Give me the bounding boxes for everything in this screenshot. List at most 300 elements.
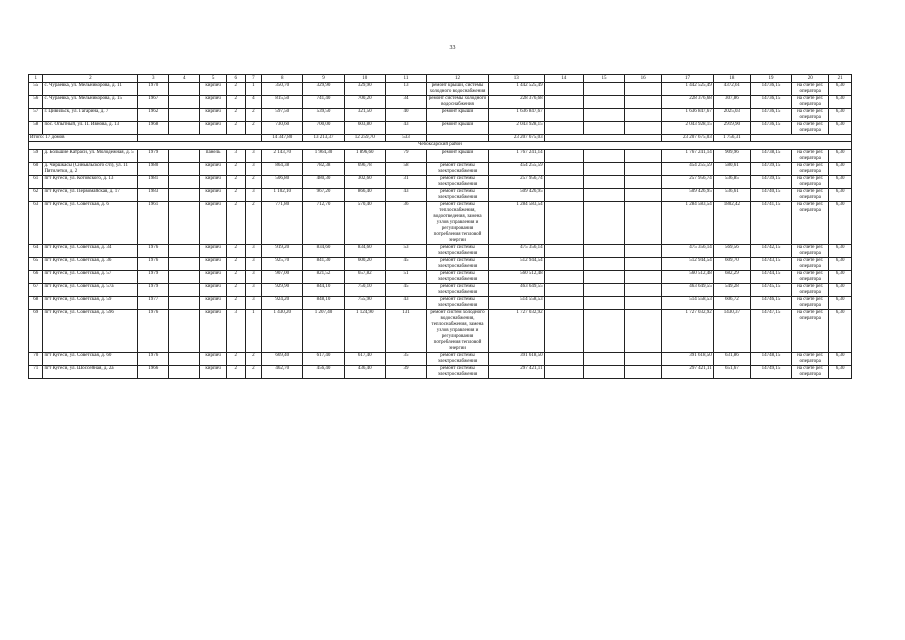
empty-cell [544, 150, 583, 163]
empty-cell [169, 297, 200, 310]
limit-cost-cell: 14736,15 [750, 83, 791, 96]
column-number-row [29, 75, 852, 83]
fund-cost-cell: 1 727 032,92 [662, 310, 714, 353]
empty-cell [583, 122, 624, 135]
residents-cell: 36 [385, 202, 426, 245]
entrances-cell: 2 [245, 366, 262, 379]
row-number-cell: 59 [29, 150, 43, 163]
work-type-cell: ремонт крыши [427, 109, 489, 122]
empty-cell [169, 353, 200, 366]
rate-cell: 6,30 [829, 163, 852, 176]
column-number-cell: 1 [29, 75, 43, 83]
row-number-cell: 55 [29, 83, 43, 96]
area-cell: 480,30 [303, 176, 344, 189]
unit-cost-cell: 580,61 [713, 163, 750, 176]
fund-method-cell: на счете рег. оператора [792, 310, 829, 353]
residents-cell: 43 [385, 297, 426, 310]
address-cell: пгт Кугеси, ул. Первомайская, д. 17 [43, 189, 138, 202]
rate-cell: 6,30 [829, 189, 852, 202]
area-cell: 617,40 [303, 353, 344, 366]
total-cost-cell: 23 207 675,03 [488, 135, 544, 142]
total-cost-cell: 463 649,55 [488, 284, 544, 297]
empty-cell [169, 310, 200, 353]
empty-cell [544, 202, 583, 245]
unit-cost-cell: 606,72 [713, 297, 750, 310]
year-cell: 1976 [138, 258, 169, 271]
area-cell: 539,50 [303, 109, 344, 122]
area-cell: 1 964,30 [303, 150, 344, 163]
empty-cell [583, 202, 624, 245]
table-row [29, 284, 852, 297]
empty-cell [583, 96, 624, 109]
empty-cell [169, 83, 200, 96]
residents-cell: 79 [385, 150, 426, 163]
floors-cell: 2 [227, 271, 246, 284]
address-cell: пос. Опытный, ул. П. Ивнова, д. 13 [43, 122, 138, 135]
living-area-cell: 1 124,90 [344, 310, 385, 353]
empty-cell [583, 189, 624, 202]
empty-cell [583, 366, 624, 379]
table-row [29, 271, 852, 284]
total-area-cell: 597,50 [262, 109, 303, 122]
table-row [29, 297, 852, 310]
fund-method-cell: на счете рег. оператора [792, 150, 829, 163]
entrances-cell: 3 [245, 297, 262, 310]
fund-method-cell: на счете рег. оператора [792, 122, 829, 135]
area-cell: 841,30 [303, 258, 344, 271]
fund-method-cell: на счете рег. оператора [792, 271, 829, 284]
fund-cost-cell: 257 956,74 [662, 176, 714, 189]
row-number-cell: 65 [29, 258, 43, 271]
table-body [29, 75, 852, 379]
empty-cell [583, 310, 624, 353]
address-cell: пгт Кугеси, ул. Советская, д. 57а [43, 284, 138, 297]
floors-cell: 2 [227, 83, 246, 96]
rate-cell: 6,30 [829, 202, 852, 245]
empty-cell [138, 135, 262, 142]
wall-material-cell: кирпич [200, 176, 227, 189]
empty-cell [625, 245, 662, 258]
fund-method-cell: на счете рег. оператора [792, 202, 829, 245]
empty-cell [625, 297, 662, 310]
fund-cost-cell: 23 207 675,03 [662, 135, 714, 142]
column-number-cell: 16 [625, 75, 662, 83]
column-number-cell: 3 [138, 75, 169, 83]
empty-cell [544, 366, 583, 379]
column-number-cell: 5 [200, 75, 227, 83]
empty-cell [544, 122, 583, 135]
total-area-cell: 350,70 [262, 83, 303, 96]
fund-cost-cell: 1 767 241,14 [662, 150, 714, 163]
wall-material-cell: кирпич [200, 189, 227, 202]
column-number-cell: 6 [227, 75, 246, 83]
fund-method-cell: на счете рег. оператора [792, 297, 829, 310]
unit-cost-cell: 307,86 [713, 96, 750, 109]
row-number-cell: 57 [29, 109, 43, 122]
fund-cost-cell: 509 426,95 [662, 189, 714, 202]
work-type-cell: ремонт системы электроснабжения [427, 366, 489, 379]
residents-cell: 131 [385, 310, 426, 353]
fund-method-cell: на счете рег. оператора [792, 284, 829, 297]
year-cell: 1976 [138, 310, 169, 353]
floors-cell: 2 [227, 122, 246, 135]
row-number-cell: 69 [29, 310, 43, 353]
empty-cell [583, 83, 624, 96]
floors-cell: 2 [227, 366, 246, 379]
total-cost-cell: 257 956,74 [488, 176, 544, 189]
limit-cost-cell: 14743,15 [750, 258, 791, 271]
fund-method-cell: на счете рег. оператора [792, 83, 829, 96]
table-row [29, 258, 852, 271]
empty-cell [625, 83, 662, 96]
entrances-cell: 3 [245, 284, 262, 297]
district-heading-row [29, 142, 852, 150]
floors-cell: 2 [227, 258, 246, 271]
district-title: Чебоксарский район [29, 142, 852, 150]
address-cell: д. Чиршкасы (Синьяльского с/п), ул. 11 Пятилетки, д. 2 [43, 163, 138, 176]
address-cell: с. Чураевка, ул. Мельникорова, д. 15 [43, 96, 138, 109]
entrances-cell: 3 [245, 150, 262, 163]
column-number-cell: 21 [829, 75, 852, 83]
limit-cost-cell: 14746,15 [750, 297, 791, 310]
entrances-cell: 3 [245, 271, 262, 284]
area-cell: 967,20 [303, 189, 344, 202]
empty-cell [583, 271, 624, 284]
column-number-cell: 8 [262, 75, 303, 83]
living-area-cell: 834,60 [344, 245, 385, 258]
residents-cell: 43 [385, 122, 426, 135]
empty-cell [544, 96, 583, 109]
entrances-cell: 2 [245, 202, 262, 245]
year-cell: 1980 [138, 163, 169, 176]
total-area-cell: 919,20 [262, 245, 303, 258]
work-type-cell: ремонт системы электроснабжения [427, 353, 489, 366]
unit-cost-cell: 609,70 [713, 258, 750, 271]
empty-cell [625, 310, 662, 353]
empty-cell [427, 135, 489, 142]
empty-cell [625, 122, 662, 135]
unit-cost-cell: 536,85 [713, 176, 750, 189]
rate-cell: 6,30 [829, 310, 852, 353]
table-row [29, 109, 852, 122]
fund-method-cell: на счете рег. оператора [792, 163, 829, 176]
fund-method-cell: на счете рег. оператора [792, 189, 829, 202]
total-label-cell: Итого: 17 домов [29, 135, 138, 142]
work-type-cell: ремонт системы теплоснабжения, водоотведения, замена узлов управления и регулирования потребления тепловой энергии [427, 202, 489, 245]
total-row [29, 135, 852, 142]
address-cell: пгт Кугеси, ул. Котовского, д. 13 [43, 176, 138, 189]
year-cell: 1976 [138, 353, 169, 366]
empty-cell [544, 310, 583, 353]
empty-cell [583, 150, 624, 163]
row-number-cell: 71 [29, 366, 43, 379]
limit-cost-cell: 14739,15 [750, 163, 791, 176]
limit-cost-cell: 14740,15 [750, 189, 791, 202]
empty-cell [625, 96, 662, 109]
total-area-cell: 730,60 [262, 122, 303, 135]
empty-cell [169, 271, 200, 284]
column-number-cell: 7 [245, 75, 262, 83]
address-cell: пгт Кугеси, ул. Советская, д. 59б [43, 310, 138, 353]
unit-cost-cell: 651,67 [713, 366, 750, 379]
total-area-cell: 929,90 [262, 284, 303, 297]
empty-cell [625, 163, 662, 176]
floors-cell: 3 [227, 150, 246, 163]
wall-material-cell: кирпич [200, 202, 227, 245]
floors-cell: 2 [227, 245, 246, 258]
wall-material-cell: кирпич [200, 109, 227, 122]
limit-cost-cell: 14736,15 [750, 122, 791, 135]
row-number-cell: 68 [29, 297, 43, 310]
floors-cell: 2 [227, 202, 246, 245]
fund-cost-cell: 391 618,50 [662, 353, 714, 366]
total-cost-cell: 475 356,14 [488, 245, 544, 258]
empty-cell [544, 109, 583, 122]
area-cell: 834,60 [303, 245, 344, 258]
rate-cell: 6,30 [829, 245, 852, 258]
total-cost-cell: 560 512,48 [488, 271, 544, 284]
column-number-cell: 18 [713, 75, 750, 83]
fund-method-cell: на счете рег. оператора [792, 109, 829, 122]
fund-cost-cell: 454 255,59 [662, 163, 714, 176]
residents-cell: 13 [385, 83, 426, 96]
living-area-cell: 302,60 [344, 176, 385, 189]
unit-cost-cell: 536,61 [713, 189, 750, 202]
empty-cell [625, 271, 662, 284]
row-number-cell: 66 [29, 271, 43, 284]
limit-cost-cell: 14745,15 [750, 284, 791, 297]
table-row [29, 189, 852, 202]
table-row [29, 96, 852, 109]
work-type-cell: ремонт системы электроснабжения [427, 189, 489, 202]
unit-cost-cell: 682,29 [713, 271, 750, 284]
living-area-cell: 600,20 [344, 258, 385, 271]
entrances-cell: 2 [245, 353, 262, 366]
residents-cell: 58 [385, 163, 426, 176]
limit-cost-cell: 14739,15 [750, 176, 791, 189]
rate-cell: 6,30 [829, 150, 852, 163]
page-number: 33 [449, 45, 456, 51]
empty-cell [625, 284, 662, 297]
living-area-cell: 755,90 [344, 297, 385, 310]
entrances-cell: 3 [245, 163, 262, 176]
empty-cell [544, 176, 583, 189]
empty-cell [583, 284, 624, 297]
work-type-cell: ремонт системы электроснабжения [427, 284, 489, 297]
limit-cost-cell: 14742,15 [750, 245, 791, 258]
empty-cell [169, 150, 200, 163]
total-cost-cell: 2 043 928,15 [488, 122, 544, 135]
empty-cell [583, 176, 624, 189]
empty-cell [544, 83, 583, 96]
living-area-cell: 603,80 [344, 122, 385, 135]
residents-cell: 31 [385, 176, 426, 189]
living-area-cell: 436,40 [344, 366, 385, 379]
fund-cost-cell: 1 442 525,49 [662, 83, 714, 96]
year-cell: 1970 [138, 83, 169, 96]
living-area-cell: 12 259,70 [344, 135, 385, 142]
work-type-cell: ремонт системы электроснабжения [427, 245, 489, 258]
fund-cost-cell: 512 944,54 [662, 258, 714, 271]
total-cost-cell: 1 442 525,49 [488, 83, 544, 96]
unit-cost-cell: 549,28 [713, 284, 750, 297]
year-cell: 1976 [138, 245, 169, 258]
total-area-cell: 1 102,10 [262, 189, 303, 202]
wall-material-cell: кирпич [200, 245, 227, 258]
entrances-cell: 3 [245, 189, 262, 202]
column-number-cell: 15 [583, 75, 624, 83]
rate-cell: 6,30 [829, 297, 852, 310]
column-number-cell: 19 [750, 75, 791, 83]
table-row [29, 310, 852, 353]
living-area-cell: 617,40 [344, 353, 385, 366]
address-cell: пгт Кугеси, ул. Советская, д. 34 [43, 245, 138, 258]
empty-cell [583, 163, 624, 176]
unit-cost-cell: 1430,37 [713, 310, 750, 353]
year-cell: 1962 [138, 109, 169, 122]
fund-cost-cell: 560 512,48 [662, 271, 714, 284]
rate-cell: 6,30 [829, 96, 852, 109]
total-area-cell: 2 143,70 [262, 150, 303, 163]
total-cost-cell: 1 767 241,14 [488, 150, 544, 163]
residents-cell: 45 [385, 258, 426, 271]
fund-cost-cell: 463 649,55 [662, 284, 714, 297]
total-cost-cell: 391 618,50 [488, 353, 544, 366]
area-cell: 712,70 [303, 202, 344, 245]
limit-cost-cell: 14747,15 [750, 310, 791, 353]
address-cell: пгт Кугеси, ул. Советская, д. 60 [43, 353, 138, 366]
living-area-cell: 329,90 [344, 83, 385, 96]
floors-cell: 2 [227, 297, 246, 310]
rate-cell: 6,30 [829, 284, 852, 297]
work-type-cell: ремонт системы электроснабжения [427, 163, 489, 176]
empty-cell [583, 297, 624, 310]
address-cell: г. Цивильск, ул. Гагарина, д. 7 [43, 109, 138, 122]
residents-cell: 35 [385, 353, 426, 366]
residents-cell: 45 [385, 284, 426, 297]
residents-cell: 40 [385, 109, 426, 122]
unit-cost-cell: 2919,90 [713, 122, 750, 135]
empty-cell [583, 258, 624, 271]
total-cost-cell: 297 421,11 [488, 366, 544, 379]
rate-cell: 6,30 [829, 83, 852, 96]
table-row [29, 353, 852, 366]
empty-cell [169, 189, 200, 202]
total-cost-cell: 514 558,53 [488, 297, 544, 310]
fund-method-cell: на счете рег. оператора [792, 176, 829, 189]
floors-cell: 2 [227, 284, 246, 297]
empty-cell [625, 189, 662, 202]
total-area-cell: 14 347,80 [262, 135, 303, 142]
work-type-cell: ремонт крыши, системы холодного водоснабжения [427, 83, 489, 96]
row-number-cell: 63 [29, 202, 43, 245]
wall-material-cell: панель [200, 150, 227, 163]
entrances-cell: 3 [245, 245, 262, 258]
empty-cell [544, 245, 583, 258]
year-cell: 1968 [138, 122, 169, 135]
empty-cell [169, 122, 200, 135]
wall-material-cell: кирпич [200, 163, 227, 176]
limit-cost-cell: 14749,15 [750, 366, 791, 379]
table-row [29, 122, 852, 135]
total-area-cell: 815,50 [262, 96, 303, 109]
entrances-cell: 2 [245, 109, 262, 122]
floors-cell: 2 [227, 189, 246, 202]
address-cell: д. Большие Катраси, ул. Молодежная, д. 5 [43, 150, 138, 163]
year-cell: 1981 [138, 176, 169, 189]
rate-cell: 6,30 [829, 271, 852, 284]
total-area-cell: 462,70 [262, 366, 303, 379]
floors-cell: 2 [227, 109, 246, 122]
unit-cost-cell: 2025,03 [713, 109, 750, 122]
residents-cell: 533 [385, 135, 426, 142]
address-cell: пгт Кугеси, ул. Советская, д. 36 [43, 258, 138, 271]
area-cell: 13 213,37 [303, 135, 344, 142]
work-type-cell: ремонт системы электроснабжения [427, 258, 489, 271]
column-number-cell: 9 [303, 75, 344, 83]
table-row [29, 245, 852, 258]
area-cell: 700,00 [303, 122, 344, 135]
floors-cell: 2 [227, 353, 246, 366]
fund-cost-cell: 228 376,68 [662, 96, 714, 109]
empty-cell [544, 297, 583, 310]
fund-method-cell: на счете рег. оператора [792, 96, 829, 109]
limit-cost-cell: 14748,15 [750, 353, 791, 366]
living-area-cell: 696,78 [344, 163, 385, 176]
total-cost-cell: 509 426,95 [488, 189, 544, 202]
fund-cost-cell: 514 558,53 [662, 297, 714, 310]
area-cell: 741,40 [303, 96, 344, 109]
limit-cost-cell: 14736,15 [750, 109, 791, 122]
entrances-cell: 1 [245, 310, 262, 353]
total-area-cell: 1 430,20 [262, 310, 303, 353]
living-area-cell: 750,10 [344, 284, 385, 297]
column-number-cell: 12 [427, 75, 489, 83]
unit-cost-cell: 631,86 [713, 353, 750, 366]
unit-cost-cell: 569,56 [713, 245, 750, 258]
living-area-cell: 700,20 [344, 96, 385, 109]
year-cell: 1967 [138, 96, 169, 109]
living-area-cell: 866,40 [344, 189, 385, 202]
entrances-cell: 1 [245, 83, 262, 96]
year-cell: 1961 [138, 202, 169, 245]
residents-cell: 53 [385, 245, 426, 258]
limit-cost-cell: 14736,15 [750, 96, 791, 109]
entrances-cell: 4 [245, 96, 262, 109]
fund-cost-cell: 2 043 928,15 [662, 122, 714, 135]
wall-material-cell: кирпич [200, 310, 227, 353]
residents-cell: 34 [385, 96, 426, 109]
year-cell: 1979 [138, 271, 169, 284]
area-cell: 844,10 [303, 284, 344, 297]
row-number-cell: 70 [29, 353, 43, 366]
floors-cell: 2 [227, 176, 246, 189]
fund-method-cell: на счете рег. оператора [792, 366, 829, 379]
total-area-cell: 506,80 [262, 176, 303, 189]
repair-program-table [28, 74, 852, 379]
wall-material-cell: кирпич [200, 366, 227, 379]
empty-cell [625, 176, 662, 189]
empty-cell [169, 96, 200, 109]
work-type-cell: ремонт системы электроснабжения [427, 297, 489, 310]
row-number-cell: 64 [29, 245, 43, 258]
empty-cell [625, 109, 662, 122]
wall-material-cell: кирпич [200, 122, 227, 135]
rate-cell: 6,30 [829, 176, 852, 189]
total-area-cell: 771,80 [262, 202, 303, 245]
fund-cost-cell: 1 636 847,67 [662, 109, 714, 122]
table-row [29, 83, 852, 96]
